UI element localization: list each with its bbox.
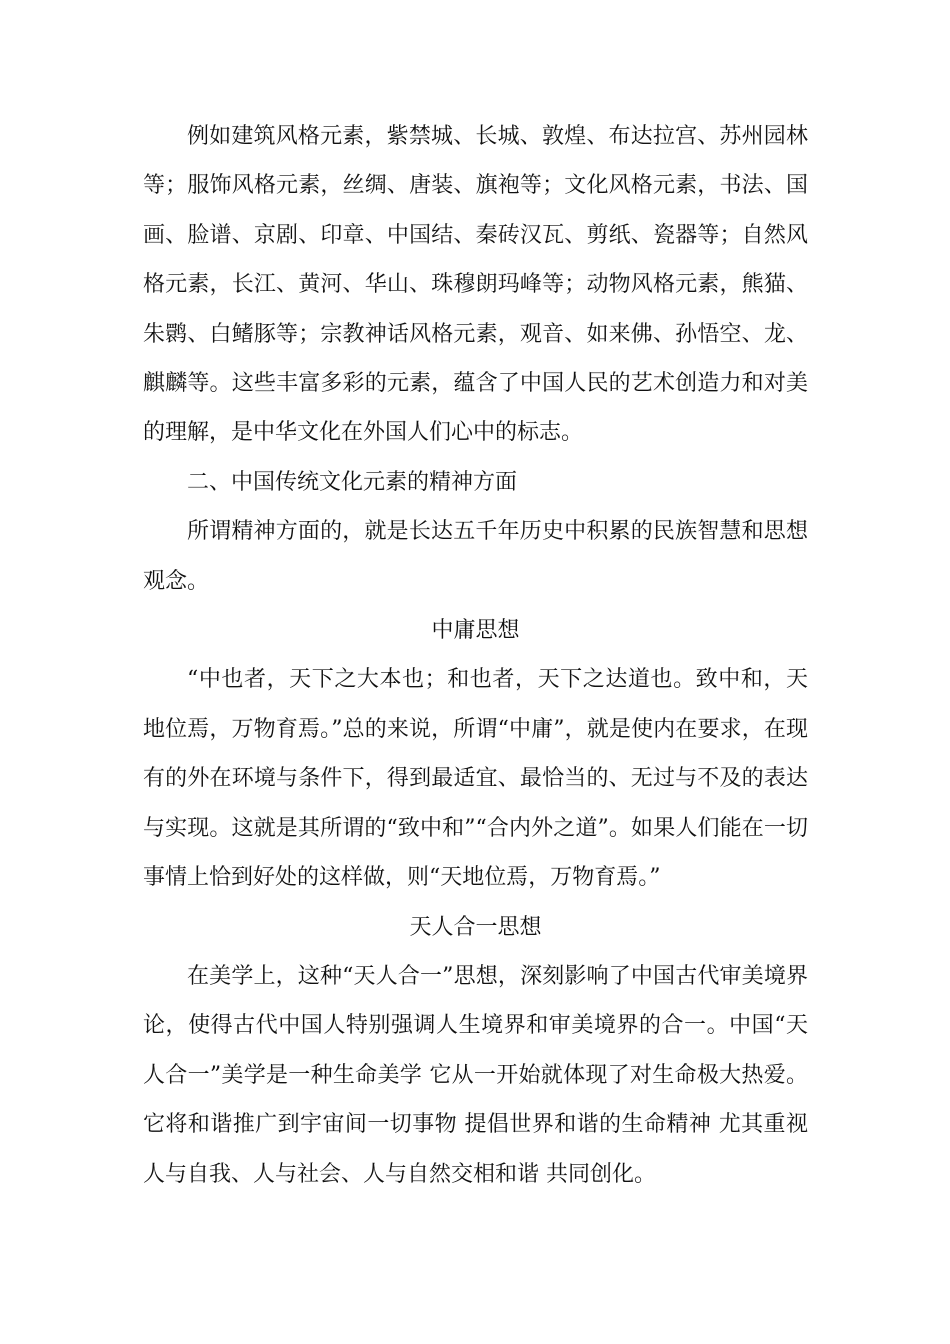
paragraph-doctrine-of-mean: “中也者，天下之大本也；和也者，天下之达道也。致中和，天地位焉，万物育焉。”总的来说，所谓“中庸”，就是使内在要求，在现有的外在环境与条件下，得到最适宜、最恰当的、无过与不及的表达与实现。这就是其所谓的“致中和”“合内外之道”。如果人们能在一切事情上恰到好处的这样做，则“天地位焉，万物育焉。” [143,667,808,891]
section-heading-spiritual-aspects: 二、中国传统文化元素的精神方面 [187,469,518,495]
paragraph-harmony-heaven-man: 在美学上，这种“天人合一”思想，深刻影响了中国古代审美境界论，使得古代中国人特别强调人生境界和审美境界的合一。中国“天人合一”美学是一种生命美学 它从一开始就体现了对生命极大热爱。它将和谐推广到宇宙间一切事物 提倡世界和谐的生命精神 尤其重视人与自我、人与社会、人与自然交相和谐 共同创化。 [143,963,808,1187]
subheading-doctrine-of-mean: 中庸思想 [431,618,520,644]
paragraph-spiritual-definition: 所谓精神方面的，就是长达五千年历史中积累的民族智慧和思想观念。 [143,519,808,594]
document-body [143,112,808,1199]
subheading-harmony-heaven-man: 天人合一思想 [409,914,542,940]
paragraph-architecture-elements: 例如建筑风格元素，紫禁城、长城、敦煌、布达拉宫、苏州园林等；服饰风格元素，丝绸、唐装、旗袍等；文化风格元素，书法、国画、脸谱、京剧、印章、中国结、秦砖汉瓦、剪纸、瓷器等；自然风格元素，长江、黄河、华山、珠穆朗玛峰等；动物风格元素，熊猫、朱鹮、白鳍豚等；宗教神话风格元素，观音、如来佛、孙悟空、龙、麒麟等。这些丰富多彩的元素，蕴含了中国人民的艺术创造力和对美的理解，是中华文化在外国人们心中的标志。 [143,124,808,446]
